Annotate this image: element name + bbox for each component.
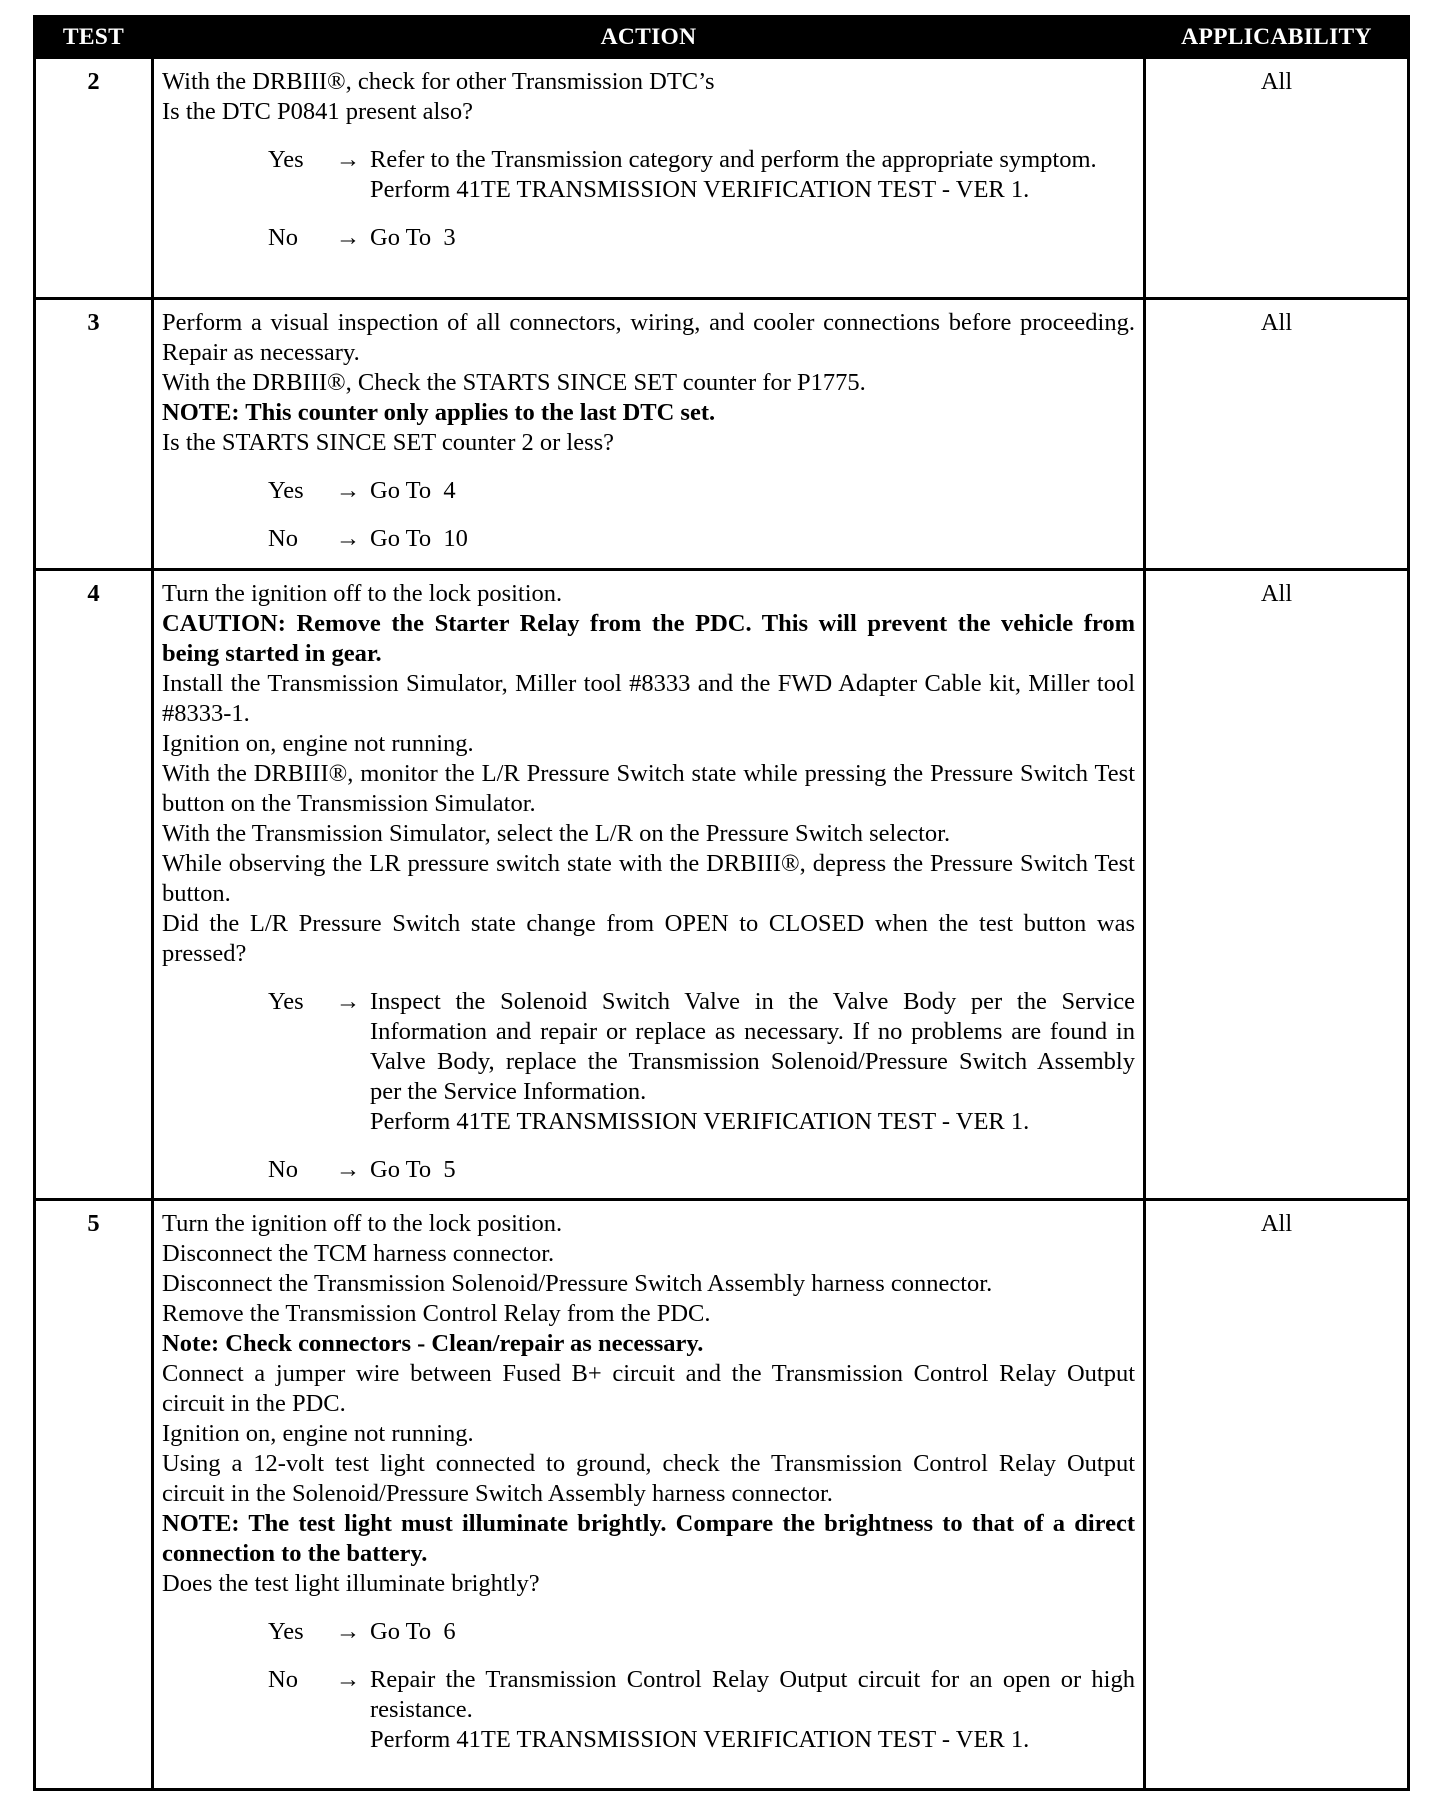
no-branch xyxy=(268,524,1135,554)
right-arrow-icon: → xyxy=(335,1666,361,1693)
no-result-line: Go To 10 xyxy=(370,525,468,552)
right-arrow-icon: → xyxy=(335,525,361,552)
action-step: With the Transmission Simulator, select the L/R on the Pressure Switch selector. xyxy=(162,820,951,847)
right-arrow-icon: → xyxy=(335,224,361,251)
action-step: Remove the Transmission Control Relay from the PDC. xyxy=(162,1300,711,1327)
no-result xyxy=(370,1155,1135,1185)
test-number: 3 xyxy=(35,299,153,570)
test-row-3 xyxy=(35,299,1409,570)
no-result xyxy=(370,524,1135,554)
action-step: With the DRBIII®, monitor the L/R Pressure Switch state while pressing the Pressure Switch Test button on the Transmission Simulator. xyxy=(162,760,1135,817)
yes-result-line: Perform 41TE TRANSMISSION VERIFICATION TEST - VER 1. xyxy=(370,176,1030,203)
action-question: Did the L/R Pressure Switch state change from OPEN to CLOSED when the test button was pressed? xyxy=(162,910,1135,967)
action-cell xyxy=(153,570,1145,1200)
yes-label: Yes xyxy=(268,477,304,504)
test-number: 2 xyxy=(35,58,153,299)
action-step: Turn the ignition off to the lock position. xyxy=(162,1210,563,1237)
yes-label: Yes xyxy=(268,146,304,173)
yes-label: Yes xyxy=(268,988,304,1015)
action-question: Does the test light illuminate brightly? xyxy=(162,1570,540,1597)
right-arrow-icon: → xyxy=(335,988,361,1015)
yes-result-line: Go To 6 xyxy=(370,1618,456,1645)
action-step: With the DRBIII®, check for other Transmission DTC’s xyxy=(162,68,715,95)
yes-result xyxy=(370,987,1135,1137)
test-number: 5 xyxy=(35,1200,153,1790)
no-label: No xyxy=(268,1666,298,1693)
yes-result xyxy=(370,476,1135,506)
no-result-line: Go To 5 xyxy=(370,1156,456,1183)
action-step: Install the Transmission Simulator, Miller tool #8333 and the FWD Adapter Cable kit, Miller tool #8333-1. xyxy=(162,670,1135,727)
no-result xyxy=(370,223,1135,253)
right-arrow-icon: → xyxy=(335,1156,361,1183)
test-number: 4 xyxy=(35,570,153,1200)
no-label: No xyxy=(268,224,298,251)
yes-result-line: Refer to the Transmission category and perform the appropriate symptom. xyxy=(370,146,1097,173)
header-test: TEST xyxy=(35,17,153,58)
test-row-2 xyxy=(35,58,1409,299)
yes-branch xyxy=(268,145,1135,205)
applicability-cell: All xyxy=(1145,58,1409,299)
no-branch xyxy=(268,223,1135,253)
yes-branch xyxy=(268,987,1135,1137)
action-step: Ignition on, engine not running. xyxy=(162,730,474,757)
action-cell xyxy=(153,299,1145,570)
action-step: Perform a visual inspection of all connectors, wiring, and cooler connections before proceeding. Repair as necessary. xyxy=(162,309,1135,366)
action-question: Is the STARTS SINCE SET counter 2 or less? xyxy=(162,429,615,456)
action-step: Disconnect the Transmission Solenoid/Pressure Switch Assembly harness connector. xyxy=(162,1270,993,1297)
action-step: Disconnect the TCM harness connector. xyxy=(162,1240,555,1267)
no-branch xyxy=(268,1665,1135,1755)
applicability-cell: All xyxy=(1145,570,1409,1200)
right-arrow-icon: → xyxy=(335,477,361,504)
yes-result xyxy=(370,1617,1135,1647)
yes-result-line: Perform 41TE TRANSMISSION VERIFICATION TEST - VER 1. xyxy=(370,1108,1030,1135)
no-branch xyxy=(268,1155,1135,1185)
yes-result-line: Inspect the Solenoid Switch Valve in the Valve Body per the Service Information and repair or replace as necessary. If no problems are found in Valve Body, replace the Transmission Solenoid/Pressure Switch Assembly per the Service Information. xyxy=(370,988,1135,1105)
action-step: Connect a jumper wire between Fused B+ circuit and the Transmission Control Relay Output circuit in the PDC. xyxy=(162,1360,1135,1417)
yes-label: Yes xyxy=(268,1618,304,1645)
header-action: ACTION xyxy=(153,17,1145,58)
test-row-4 xyxy=(35,570,1409,1200)
action-step: Turn the ignition off to the lock position. xyxy=(162,580,563,607)
header-applicability: APPLICABILITY xyxy=(1145,17,1409,58)
yes-branch xyxy=(268,476,1135,506)
applicability-cell: All xyxy=(1145,299,1409,570)
action-question: Is the DTC P0841 present also? xyxy=(162,98,473,125)
no-result-line: Perform 41TE TRANSMISSION VERIFICATION TEST - VER 1. xyxy=(370,1726,1030,1753)
action-cell xyxy=(153,1200,1145,1790)
applicability-cell: All xyxy=(1145,1200,1409,1790)
yes-result-line: Go To 4 xyxy=(370,477,456,504)
no-label: No xyxy=(268,525,298,552)
no-label: No xyxy=(268,1156,298,1183)
yes-result xyxy=(370,145,1135,205)
action-step: While observing the LR pressure switch state with the DRBIII®, depress the Pressure Switch Test button. xyxy=(162,850,1135,907)
action-cell xyxy=(153,58,1145,299)
no-result-line: Repair the Transmission Control Relay Output circuit for an open or high resistance. xyxy=(370,1666,1135,1723)
action-step: With the DRBIII®, Check the STARTS SINCE SET counter for P1775. xyxy=(162,369,866,396)
action-note: NOTE: This counter only applies to the last DTC set. xyxy=(162,399,716,426)
action-step: Ignition on, engine not running. xyxy=(162,1420,474,1447)
no-result xyxy=(370,1665,1135,1755)
yes-branch xyxy=(268,1617,1135,1647)
no-result-line: Go To 3 xyxy=(370,224,456,251)
action-caution: CAUTION: Remove the Starter Relay from the PDC. This will prevent the vehicle from being started in gear. xyxy=(162,610,1135,667)
action-note: NOTE: The test light must illuminate brightly. Compare the brightness to that of a direct connection to the battery. xyxy=(162,1510,1135,1567)
action-step: Using a 12-volt test light connected to ground, check the Transmission Control Relay Output circuit in the Solenoid/Pressure Switch Assembly harness connector. xyxy=(162,1450,1135,1507)
right-arrow-icon: → xyxy=(335,146,361,173)
table-header-row xyxy=(35,17,1409,58)
test-row-5 xyxy=(35,1200,1409,1790)
diagnostic-procedure-table xyxy=(33,15,1410,1791)
right-arrow-icon: → xyxy=(335,1618,361,1645)
action-note: Note: Check connectors - Clean/repair as necessary. xyxy=(162,1330,704,1357)
